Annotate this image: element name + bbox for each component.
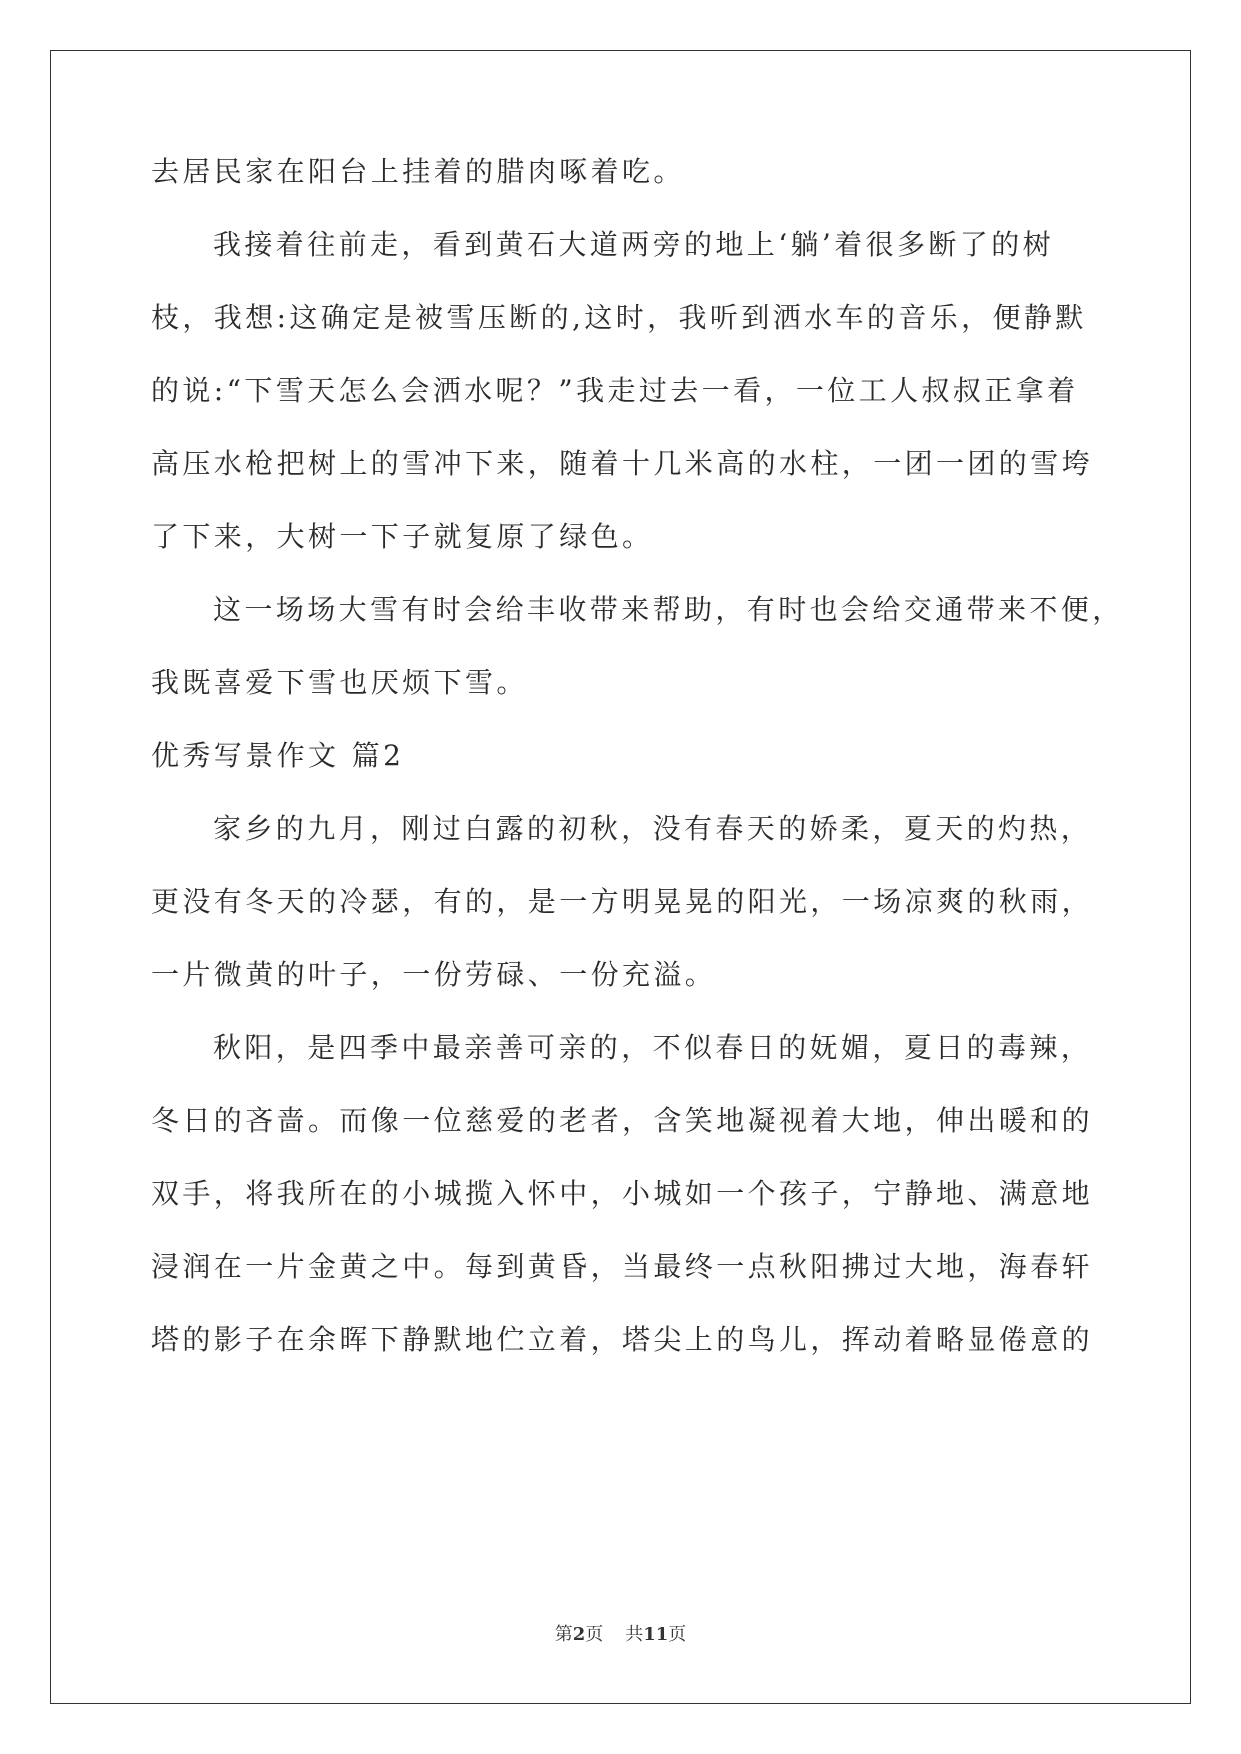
body-line: 更没有冬天的冷瑟，有的，是一方明晃晃的阳光，一场凉爽的秋雨， bbox=[151, 885, 1094, 918]
body-line: 一片微黄的叶子，一份劳碌、一份充溢。 bbox=[151, 958, 717, 991]
body-line: 去居民家在阳台上挂着的腊肉啄着吃。 bbox=[151, 155, 685, 188]
paragraph-first-line: 我接着往前走，看到黄石大道两旁的地上‘躺’着很多断了的树 bbox=[213, 228, 1055, 261]
total-pages: 11 bbox=[643, 1624, 669, 1645]
body-line: 枝，我想:这确定是被雪压断的,这时，我听到洒水车的音乐，便静默 bbox=[151, 301, 1087, 334]
section-heading: 优秀写景作文 篇2 bbox=[151, 739, 405, 772]
body-line: 了下来，大树一下子就复原了绿色。 bbox=[151, 520, 654, 553]
body-line: 的说:“下雪天怎么会洒水呢？”我走过去一看，一位工人叔叔正拿着 bbox=[151, 374, 1079, 407]
body-line: 冬日的吝啬。而像一位慈爱的老者，含笑地凝视着大地，伸出暖和的 bbox=[151, 1104, 1094, 1137]
paragraph-first-line: 这一场场大雪有时会给丰收带来帮助，有时也会给交通带来不便， bbox=[213, 593, 1124, 626]
body-line: 塔的影子在余晖下静默地伫立着，塔尖上的鸟儿，挥动着略显倦意的 bbox=[151, 1323, 1094, 1356]
body-line: 高压水枪把树上的雪冲下来，随着十几米高的水柱，一团一团的雪垮 bbox=[151, 447, 1094, 480]
page-prefix: 第 bbox=[554, 1624, 573, 1645]
body-line: 双手，将我所在的小城揽入怀中，小城如一个孩子，宁静地、满意地 bbox=[151, 1177, 1094, 1210]
page-footer bbox=[0, 1623, 1241, 1647]
body-line: 我既喜爱下雪也厌烦下雪。 bbox=[151, 666, 528, 699]
total-prefix: 共 bbox=[625, 1624, 644, 1645]
page-number: 2 bbox=[572, 1624, 586, 1645]
paragraph-first-line: 家乡的九月，刚过白露的初秋，没有春天的娇柔，夏天的灼热， bbox=[213, 812, 1093, 845]
total-unit: 页 bbox=[668, 1624, 687, 1645]
paragraph-first-line: 秋阳，是四季中最亲善可亲的，不似春日的妩媚，夏日的毒辣， bbox=[213, 1031, 1093, 1064]
body-line: 浸润在一片金黄之中。每到黄昏，当最终一点秋阳拂过大地，海春轩 bbox=[151, 1250, 1094, 1283]
page-unit: 页 bbox=[585, 1624, 604, 1645]
